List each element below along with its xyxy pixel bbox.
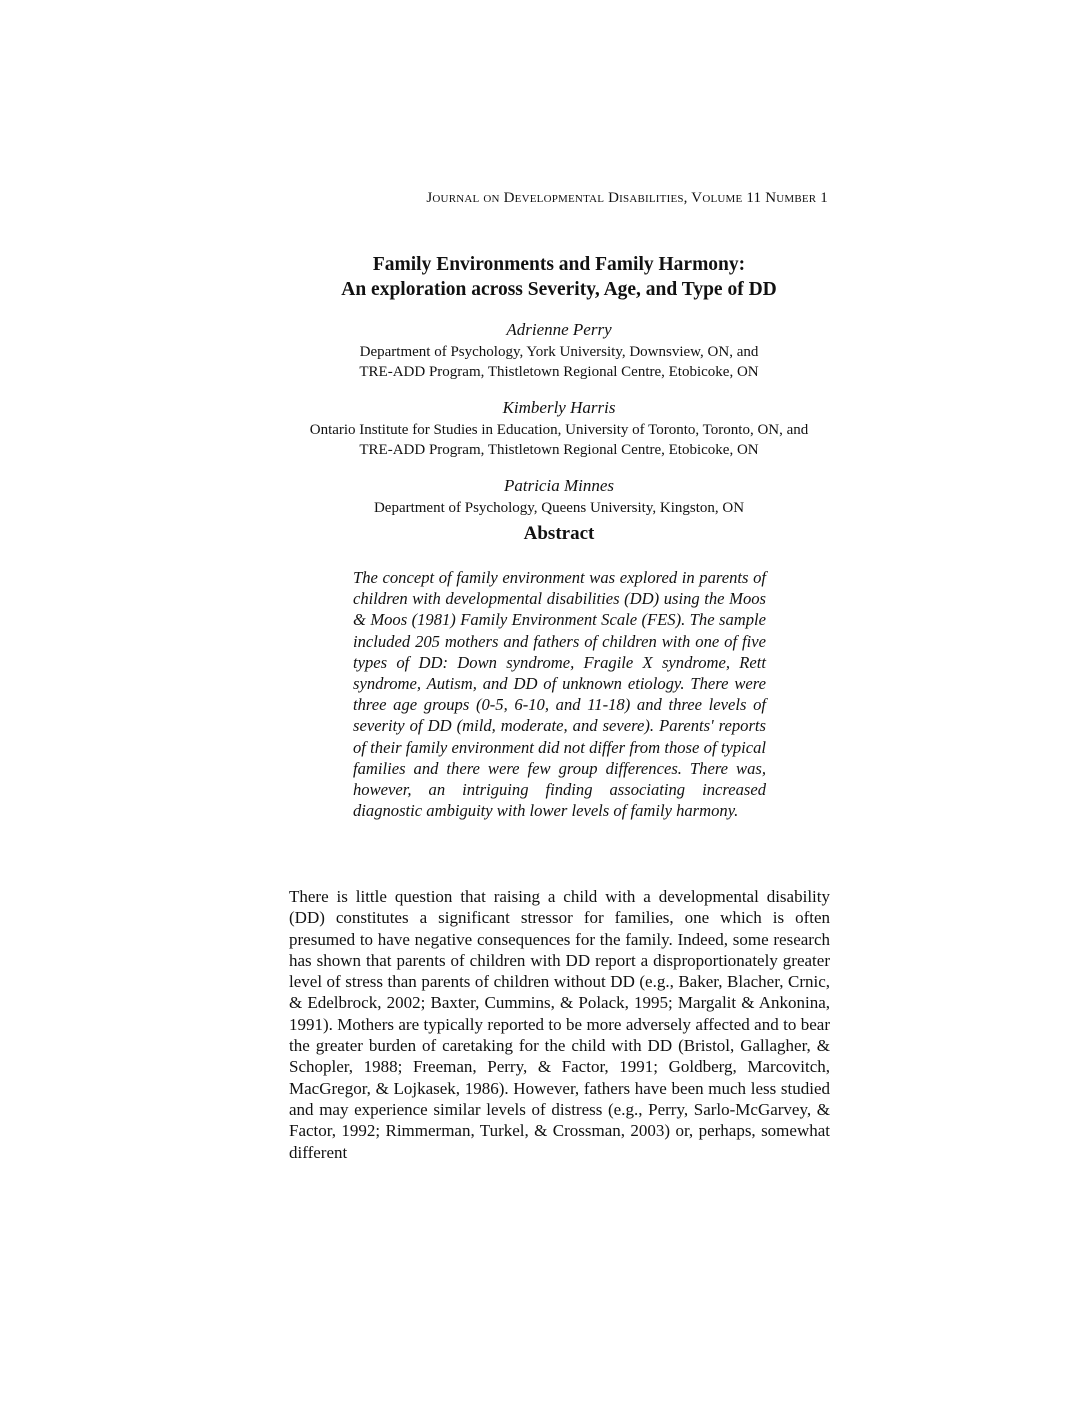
author-affiliation: TRE-ADD Program, Thistletown Regional Centre, Etobicoke, ON — [359, 364, 759, 380]
abstract-heading: Abstract — [523, 523, 595, 544]
body-paragraph: There is little question that raising a child with a developmental disability (DD) constitutes a significant stressor for families, one which is often presumed to have negative consequences for the family. Indeed, some research has shown that parents of children with DD report a disproportionately greater level of stress than parents of children without DD (e.g., Baker, Blacher, Crnic, & Edelbrock, 2002; Baxter, Cummins, & Polack, 1995; Margalit & Ankonina, 1991). Mothers are typically reported to be more adversely affected and to bear the greater burden of caretaking for the child with DD (Bristol, Gallagher, & Schopler, 1988; Freeman, Perry, & Factor, 1991; Goldberg, Marcovitch, MacGregor, & Lojkasek, 1986). However, fathers have been much less studied and may experience similar levels of distress (e.g., Perry, Sarlo-McGarvey, & Factor, 1992; Rimmerman, Turkel, & Crossman, 2003) or, perhaps, somewhat different — [289, 887, 830, 1162]
author-affiliation: TRE-ADD Program, Thistletown Regional Centre, Etobicoke, ON — [359, 442, 759, 458]
running-header: Journal on Developmental Disabilities, Volume 11 Number 1 — [426, 190, 828, 206]
abstract-text: The concept of family environment was explored in parents of children with developmental disabilities (DD) using the Moos & Moos (1981) Family Environment Scale (FES). The sample included 205 mothers and fathers of children with one of five types of DD: Down syndrome, Fragile X syndrome, Rett syndrome, Autism, and DD of unknown etiology. There were three age groups (0-5, 6-10, and 11-18) and three levels of severity of DD (mild, moderate, and severe). Parents' reports of their family environment did not differ from those of typical families and there were few group differences. There was, however, an intriguing finding associating increased diagnostic ambiguity with lower levels of family harmony. — [353, 568, 766, 821]
author-name: Patricia Minnes — [503, 476, 614, 495]
article-title — [288, 252, 830, 302]
author-block — [288, 318, 830, 382]
title-line-1: Family Environments and Family Harmony: — [372, 254, 746, 275]
author-block — [288, 396, 830, 460]
author-affiliation: Ontario Institute for Studies in Education, University of Toronto, Toronto, ON, and — [309, 422, 809, 438]
author-affiliation: Department of Psychology, York University, Downsview, ON, and — [359, 344, 759, 360]
title-line-2: An exploration across Severity, Age, and Type of DD — [341, 279, 777, 300]
author-affiliation: Department of Psychology, Queens University, Kingston, ON — [373, 500, 745, 516]
author-name: Adrienne Perry — [506, 320, 612, 339]
author-block — [288, 474, 830, 518]
author-list — [288, 318, 830, 532]
author-name: Kimberly Harris — [502, 398, 616, 417]
